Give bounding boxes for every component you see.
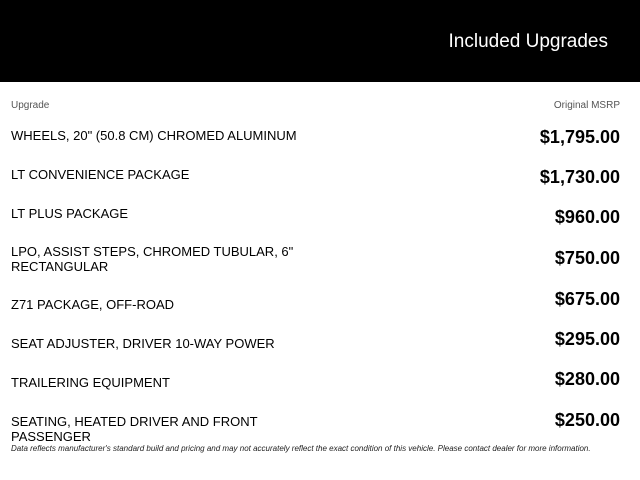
upgrade-price: $1,730.00: [539, 167, 620, 187]
upgrade-price: $675.00: [554, 289, 620, 309]
upgrade-price: $250.00: [554, 410, 620, 430]
upgrade-name: LT PLUS PACKAGE: [11, 206, 129, 221]
column-header-upgrade: Upgrade: [11, 100, 50, 111]
upgrade-price: $280.00: [554, 369, 620, 389]
header-bar: [0, 0, 640, 82]
upgrade-name: LT CONVENIENCE PACKAGE: [11, 167, 190, 182]
column-header-msrp: Original MSRP: [553, 100, 620, 111]
upgrade-name: TRAILERING EQUIPMENT: [11, 375, 170, 390]
upgrade-name: SEAT ADJUSTER, DRIVER 10-WAY POWER: [11, 336, 275, 351]
upgrade-name: LPO, ASSIST STEPS, CHROMED TUBULAR, 6" RECTANGULAR: [11, 244, 294, 274]
upgrade-price: $750.00: [554, 248, 620, 268]
upgrade-name: Z71 PACKAGE, OFF-ROAD: [11, 297, 175, 312]
upgrade-price: $960.00: [554, 207, 620, 227]
upgrade-price: $1,795.00: [539, 127, 620, 147]
upgrade-name: SEATING, HEATED DRIVER AND FRONT PASSENGER: [11, 414, 258, 444]
disclaimer-text: Data reflects manufacturer's standard build and pricing and may not accurately reflect the exact condition of this vehicle. Please contact dealer for more information.: [11, 444, 591, 453]
upgrade-price: $295.00: [554, 329, 620, 349]
page-title: Included Upgrades: [448, 31, 608, 52]
upgrade-name: WHEELS, 20" (50.8 CM) CHROMED ALUMINUM: [11, 128, 297, 143]
